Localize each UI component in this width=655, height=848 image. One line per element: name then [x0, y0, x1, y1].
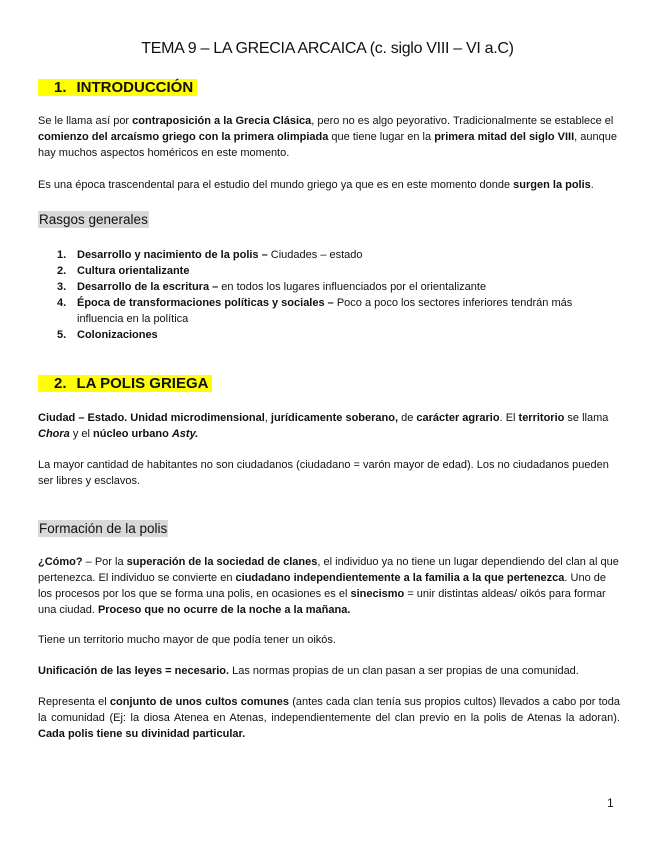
section-heading-introduccion: 1. INTRODUCCIÓN [38, 78, 197, 98]
formacion-paragraph-4: Representa el conjunto de unos cultos comunes (antes cada clan tenía sus propios cultos) llevados a cabo por toda la comunidad (Ej: la diosa Atenea en Atenas, independientemente del clan previo en la polis de Atenas la adoran). Cada polis tiene su divinidad particular. [38, 696, 620, 740]
section-heading-la-polis-griega: 2. LA POLIS GRIEGA [38, 374, 212, 394]
intro-paragraph-2: Es una época trascendental para el estudio del mundo griego ya que es en este momento donde surgen la polis. [38, 179, 594, 191]
polis-paragraph-1: Ciudad – Estado. Unidad microdimensional, jurídicamente soberano, de carácter agrario. El territorio se llama Chora y el núcleo urbano Asty. [38, 412, 609, 440]
list-item: 4. Época de transformaciones políticas y sociales – Poco a poco los sectores inferiores tendrán más influencia en la política [57, 297, 573, 325]
list-item: 5. Colonizaciones [57, 329, 158, 341]
intro-paragraph-1: Se le llama así por contraposición a la Grecia Clásica, pero no es algo peyorativo. Tradicionalmente se establece el comienzo del arcaísmo griego con la primera olimpiada que tiene lugar en la primera mitad del siglo VIII, aunque hay muchos aspectos homéricos en este momento. [38, 115, 617, 159]
page-number: 1 [607, 796, 614, 810]
subheading-rasgos-generales: Rasgos generales [39, 212, 148, 227]
formacion-paragraph-3: Unificación de las leyes = necesario. Las normas propias de un clan pasan a ser propias de una comunidad. [38, 665, 579, 677]
list-item: 2. Cultura orientalizante [57, 265, 190, 277]
formacion-paragraph-1: ¿Cómo? – Por la superación de la sociedad de clanes, el individuo ya no tiene un lugar dependiendo del clan al que pertenezca. El individuo se convierte en ciudadano independientemente a la familia a la que pertenezca. Uno de los procesos por los que se forma una polis, en ocasiones es el sinecismo = unir distintas aldeas/ oikós para formar una ciudad. Proceso que no ocurre de la noche a la mañana. [38, 556, 619, 616]
polis-paragraph-2: La mayor cantidad de habitantes no son ciudadanos (ciudadano = varón mayor de edad). Los no ciudadanos pueden ser libres y esclavos. [38, 459, 609, 487]
list-item: 1. Desarrollo y nacimiento de la polis – Ciudades – estado [57, 249, 363, 261]
page-title: TEMA 9 – LA GRECIA ARCAICA (c. siglo VIII – VI a.C) [141, 40, 514, 57]
formacion-paragraph-2: Tiene un territorio mucho mayor de que podía tener un oikós. [38, 634, 336, 646]
subheading-formacion-de-la-polis: Formación de la polis [39, 521, 168, 536]
rasgos-list [57, 247, 617, 343]
list-item: 3. Desarrollo de la escritura – en todos los lugares influenciados por el orientalizante [57, 281, 487, 293]
